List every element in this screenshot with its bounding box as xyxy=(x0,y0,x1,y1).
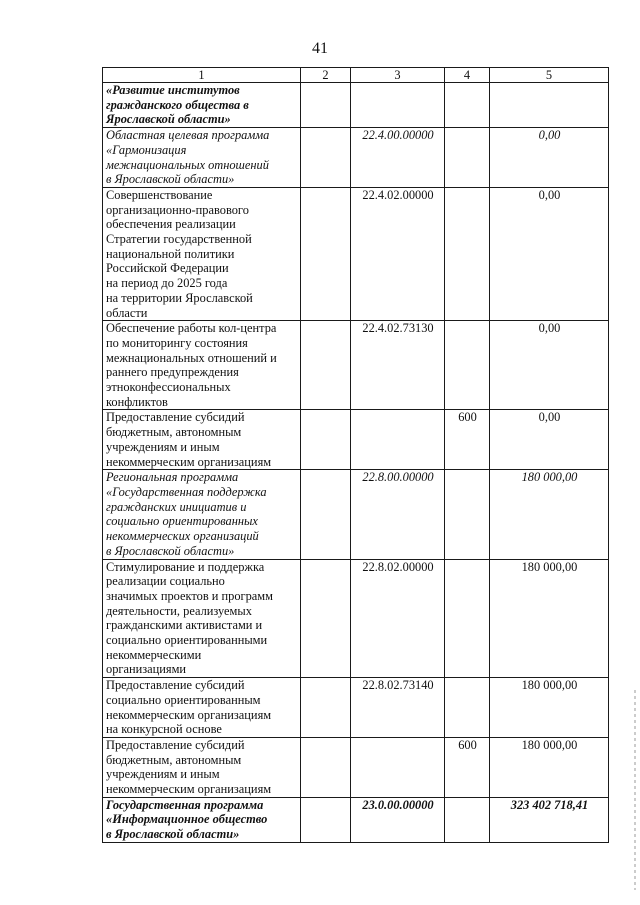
page-number: 41 xyxy=(312,40,328,57)
table-row xyxy=(103,187,609,320)
row-col2-cell xyxy=(301,321,351,410)
row-amount-cell: 323 402 718,41 xyxy=(490,797,609,842)
row-amount-cell: 180 000,00 xyxy=(490,559,609,678)
table-row xyxy=(103,797,609,842)
row-col2-cell xyxy=(301,128,351,188)
header-row xyxy=(103,68,609,83)
row-name-cell: Региональная программа «Государственная поддержка гражданских инициатив и социально ориентированных некоммерческих организаций в Ярославской области» xyxy=(103,470,301,559)
table-row xyxy=(103,737,609,797)
table-row xyxy=(103,83,609,128)
row-type-cell xyxy=(445,187,490,320)
row-name-cell: «Развитие институтов гражданского общества в Ярославской области» xyxy=(103,83,301,128)
row-code-cell: 22.4.00.00000 xyxy=(351,128,445,188)
budget-table xyxy=(102,67,609,843)
column-header-amount: 5 xyxy=(490,68,609,83)
row-col2-cell xyxy=(301,797,351,842)
row-code-cell xyxy=(351,410,445,470)
row-code-cell xyxy=(351,737,445,797)
row-type-cell xyxy=(445,559,490,678)
row-name-cell: Обеспечение работы кол-центра по мониторингу состояния межнациональных отношений и раннего предупреждения этноконфессиональных конфликтов xyxy=(103,321,301,410)
column-header-name: 1 xyxy=(103,68,301,83)
row-type-cell: 600 xyxy=(445,410,490,470)
table-row xyxy=(103,559,609,678)
row-amount-cell: 0,00 xyxy=(490,321,609,410)
row-code-cell: 22.8.02.00000 xyxy=(351,559,445,678)
row-type-cell xyxy=(445,470,490,559)
row-col2-cell xyxy=(301,187,351,320)
row-type-cell xyxy=(445,797,490,842)
row-name-cell: Государственная программа «Информационное общество в Ярославской области» xyxy=(103,797,301,842)
row-type-cell xyxy=(445,83,490,128)
row-col2-cell xyxy=(301,737,351,797)
scan-edge-mark xyxy=(634,690,636,890)
row-code-cell: 22.4.02.73130 xyxy=(351,321,445,410)
row-name-cell: Предоставление субсидий бюджетным, автономным учреждениям и иным некоммерческим организациям xyxy=(103,410,301,470)
row-col2-cell xyxy=(301,470,351,559)
column-header-type: 4 xyxy=(445,68,490,83)
table-row xyxy=(103,410,609,470)
column-header-code: 3 xyxy=(351,68,445,83)
row-amount-cell: 180 000,00 xyxy=(490,470,609,559)
table-row xyxy=(103,128,609,188)
row-code-cell: 22.4.02.00000 xyxy=(351,187,445,320)
column-header-2: 2 xyxy=(301,68,351,83)
row-code-cell: 23.0.00.00000 xyxy=(351,797,445,842)
row-type-cell xyxy=(445,678,490,738)
row-amount-cell xyxy=(490,83,609,128)
row-name-cell: Предоставление субсидий социально ориентированным некоммерческим организациям на конкурсной основе xyxy=(103,678,301,738)
row-code-cell: 22.8.02.73140 xyxy=(351,678,445,738)
row-type-cell xyxy=(445,128,490,188)
table-row xyxy=(103,470,609,559)
row-type-cell xyxy=(445,321,490,410)
row-col2-cell xyxy=(301,559,351,678)
row-col2-cell xyxy=(301,83,351,128)
row-col2-cell xyxy=(301,410,351,470)
row-code-cell: 22.8.00.00000 xyxy=(351,470,445,559)
row-name-cell: Стимулирование и поддержка реализации социально значимых проектов и программ деятельности, реализуемых гражданскими активистами и социально ориентированными некоммерческими организациями xyxy=(103,559,301,678)
row-amount-cell: 0,00 xyxy=(490,187,609,320)
row-amount-cell: 180 000,00 xyxy=(490,737,609,797)
row-type-cell: 600 xyxy=(445,737,490,797)
table-body xyxy=(103,83,609,843)
row-code-cell xyxy=(351,83,445,128)
row-col2-cell xyxy=(301,678,351,738)
row-amount-cell: 180 000,00 xyxy=(490,678,609,738)
row-amount-cell: 0,00 xyxy=(490,410,609,470)
row-name-cell: Областная целевая программа «Гармонизация межнациональных отношений в Ярославской области» xyxy=(103,128,301,188)
row-name-cell: Совершенствование организационно-правового обеспечения реализации Стратегии государственной национальной политики Российской Федерации на период до 2025 года на территории Ярославской области xyxy=(103,187,301,320)
table-row xyxy=(103,321,609,410)
table-row xyxy=(103,678,609,738)
row-amount-cell: 0,00 xyxy=(490,128,609,188)
row-name-cell: Предоставление субсидий бюджетным, автономным учреждениям и иным некоммерческим организациям xyxy=(103,737,301,797)
